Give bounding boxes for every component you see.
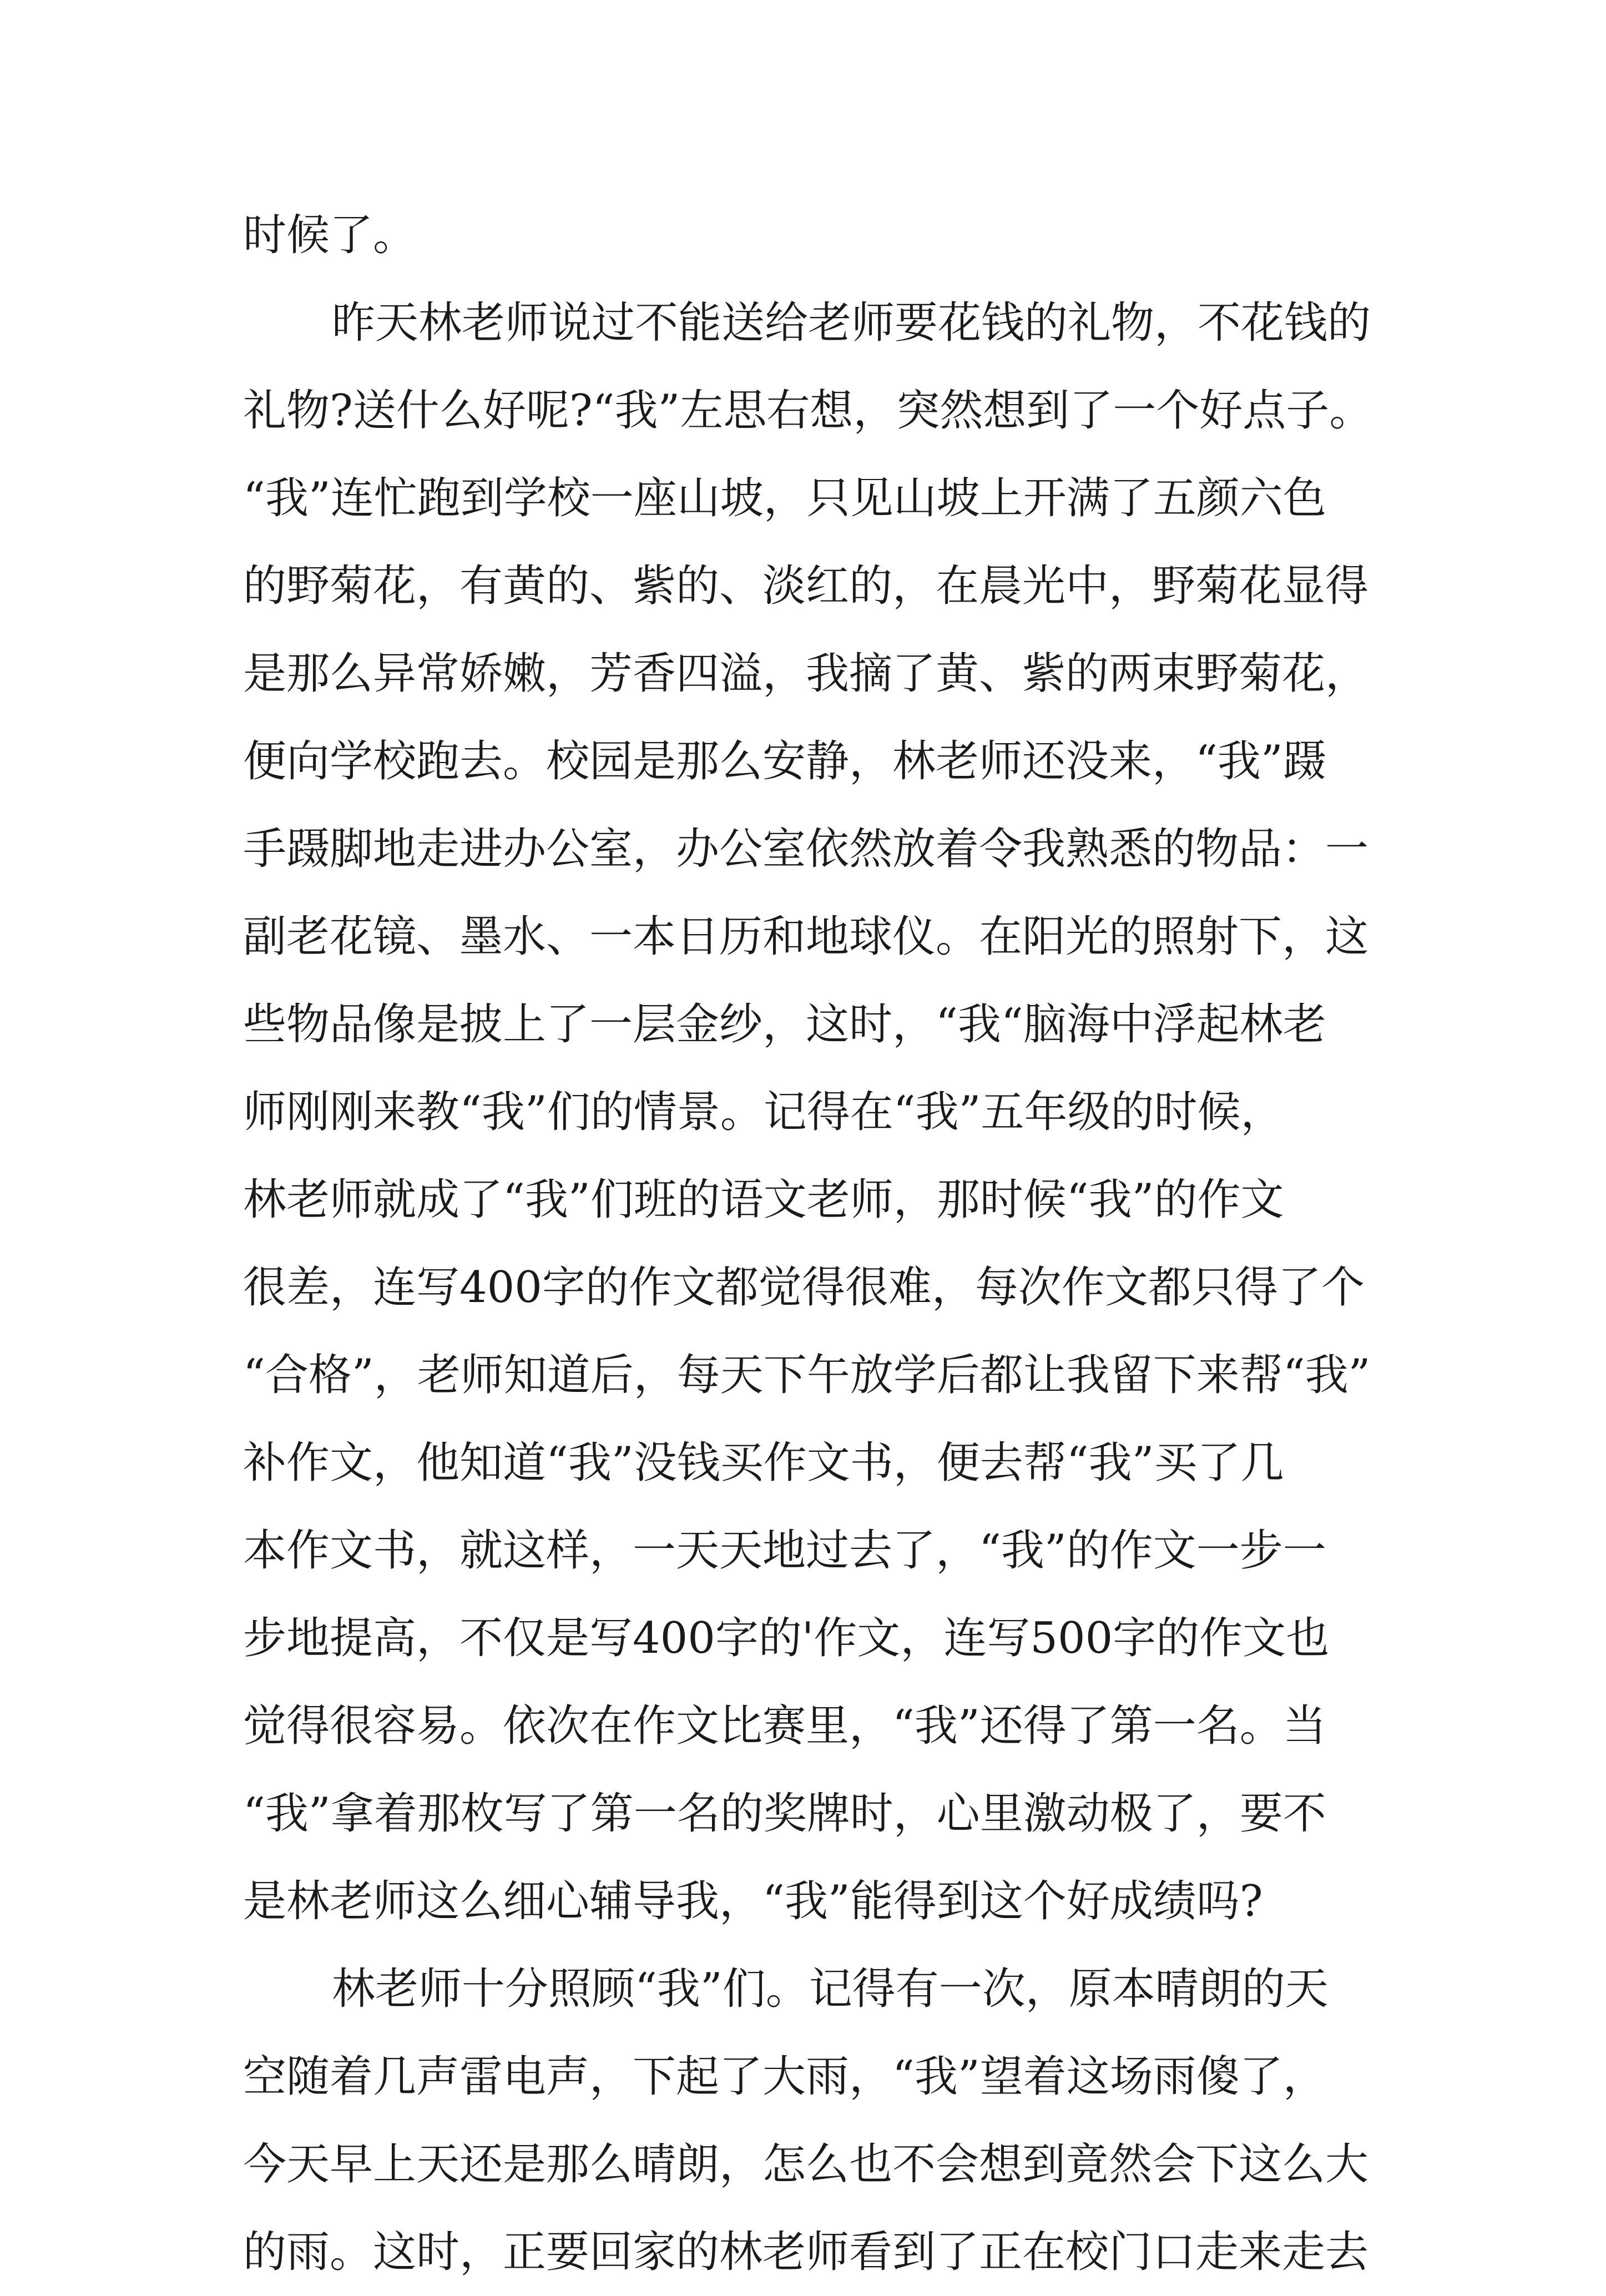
text-line: “我”拿着那枚写了第一名的奖牌时，心里激动极了，要不 bbox=[243, 1789, 1326, 1839]
text-line: 礼物?送什么好呢?“我”左思右想，突然想到了一个好点子。 bbox=[243, 386, 1373, 436]
text-line: 副老花镜、墨水、一本日历和地球仪。在阳光的照射下，这 bbox=[243, 912, 1369, 962]
text-line: 些物品像是披上了一层金纱，这时，“我“脑海中浮起林老 bbox=[243, 1000, 1326, 1049]
text-line: 补作文，他知道“我”没钱买作文书，便去帮“我”买了几 bbox=[243, 1438, 1284, 1488]
text-line: 是那么异常娇嫩，芳香四溢，我摘了黄、紫的两束野菊花， bbox=[243, 649, 1369, 699]
paragraph-first-line: 昨天林老师说过不能送给老师要花钱的礼物，不花钱的 bbox=[332, 298, 1371, 348]
text-line: 时候了。 bbox=[243, 210, 417, 260]
body-text bbox=[243, 191, 1375, 2296]
text-line: “我”连忙跑到学校一座山坡，只见山坡上开满了五颜六色 bbox=[243, 473, 1326, 523]
text-line: 今天早上天还是那么晴朗，怎么也不会想到竟然会下这么大 bbox=[243, 2139, 1369, 2189]
text-line: 本作文书，就这样，一天天地过去了，“我”的作文一步一 bbox=[243, 1526, 1326, 1576]
text-line: 的野菊花，有黄的、紫的、淡红的，在晨光中，野菊花显得 bbox=[243, 561, 1369, 611]
text-line: 便向学校跑去。校园是那么安静，林老师还没来，“我”蹑 bbox=[243, 736, 1326, 786]
text-line: 师刚刚来教“我”们的情景。记得在“我”五年级的时候， bbox=[243, 1087, 1284, 1137]
text-line: 的雨。这时，正要回家的林老师看到了正在校门口走来走去 bbox=[243, 2227, 1369, 2277]
text-line: 很差，连写400字的作文都觉得很难，每次作文都只得了个 bbox=[243, 1263, 1365, 1313]
text-line: 是林老师这么细心辅导我，“我”能得到这个好成绩吗? bbox=[243, 1876, 1263, 1926]
paragraph-first-line: 林老师十分照顾“我”们。记得有一次，原本晴朗的天 bbox=[332, 1964, 1329, 2014]
text-line: “合格”，老师知道后，每天下午放学后都让我留下来帮“我” bbox=[243, 1350, 1371, 1400]
text-line: 觉得很容易。依次在作文比赛里，“我”还得了第一名。当 bbox=[243, 1701, 1326, 1751]
text-line: 林老师就成了“我”们班的语文老师，那时候“我”的作文 bbox=[243, 1175, 1284, 1225]
text-line: 步地提高，不仅是写400字的'作文，连写500字的作文也 bbox=[243, 1613, 1330, 1663]
text-line: 手蹑脚地走进办公室，办公室依然放着令我熟悉的物品：一 bbox=[243, 824, 1369, 874]
text-line: 空随着几声雷电声，下起了大雨，“我”望着这场雨傻了， bbox=[243, 2052, 1326, 2102]
